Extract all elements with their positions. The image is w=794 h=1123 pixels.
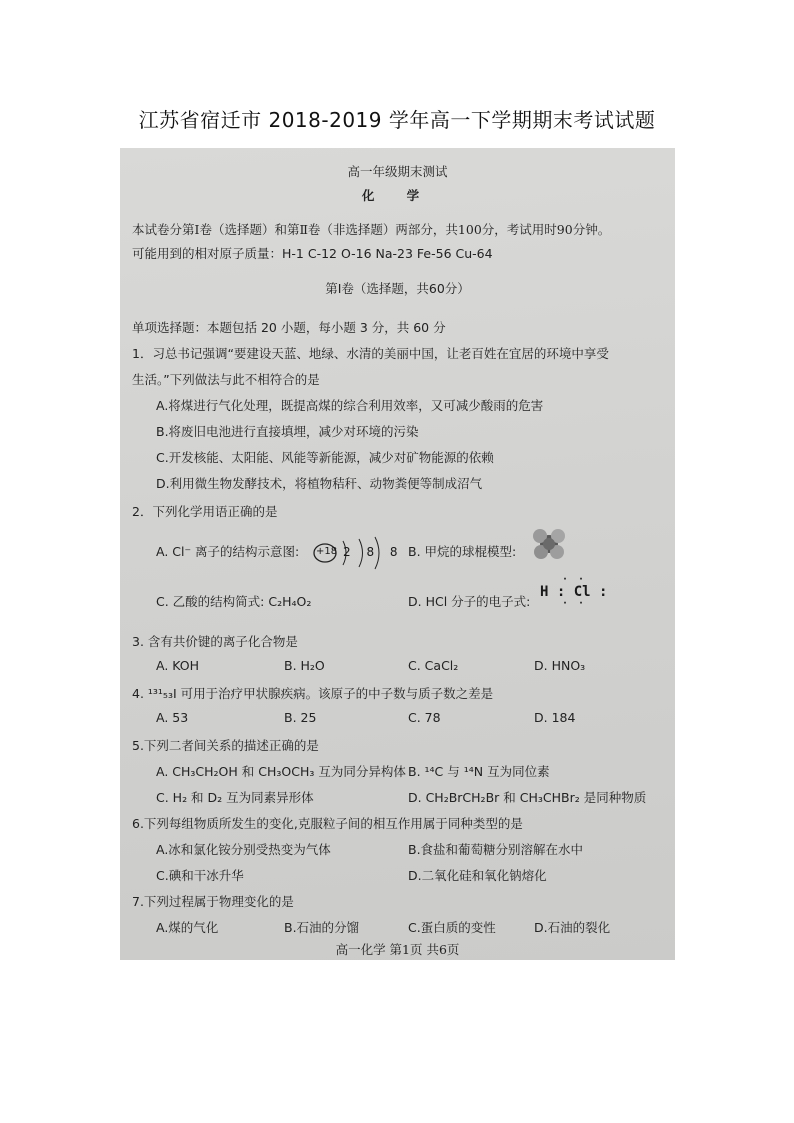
q2-option-b: B. 甲烷的球棍模型: <box>408 544 517 559</box>
chloride-ion-structure-diagram <box>313 536 404 574</box>
q7-stem: 7.下列过程属于物理变化的是 <box>132 894 294 909</box>
q6-stem: 6.下列每组物质所发生的变化,克服粒子间的相互作用属于同种类型的是 <box>132 816 523 831</box>
atomic-masses: 可能用到的相对原子质量：H-1 C-12 O-16 Na-23 Fe-56 Cu-64 <box>132 246 493 261</box>
q5-option-a: A. CH₃CH₂OH 和 CH₃OCH₃ 互为同分异构体 <box>156 764 406 779</box>
hcl-electron-formula: · · H : Cl : · · <box>540 574 608 609</box>
exam-paper-photo <box>120 148 675 960</box>
q5-option-b: B. ¹⁴C 与 ¹⁴N 互为同位素 <box>408 764 550 779</box>
methane-ball-stick-model-icon <box>531 526 567 566</box>
q1-option-d: D.利用微生物发酵技术，将植物秸秆、动物粪便等制成沼气 <box>156 476 483 491</box>
q1-option-a: A.将煤进行气化处理，既提高煤的综合利用效率，又可减少酸雨的危害 <box>156 398 544 413</box>
q4-option-c: C. 78 <box>408 710 441 725</box>
q7-option-d: D.石油的裂化 <box>534 920 611 935</box>
q6-option-b: B.食盐和葡萄糖分别溶解在水中 <box>408 842 584 857</box>
document-title: 江苏省宿迁市 2018-2019 学年高一下学期期末考试试题 <box>138 108 656 132</box>
q1-option-c: C.开发核能、太阳能、风能等新能源，减少对矿物能源的依赖 <box>156 450 494 465</box>
paper-info: 本试卷分第Ⅰ卷（选择题）和第Ⅱ卷（非选择题）两部分，共100分，考试用时90分钟。 <box>132 222 611 237</box>
q7-option-b: B.石油的分馏 <box>284 920 360 935</box>
atom-shells-label: 2 8 8 <box>343 545 404 559</box>
instructions: 单项选择题：本题包括 20 小题，每小题 3 分，共 60 分 <box>132 320 446 335</box>
q4-option-d: D. 184 <box>534 710 576 725</box>
q1-stem-line2: 生活。”下列做法与此不相符合的是 <box>132 372 320 387</box>
q6-option-a: A.冰和氯化铵分别受热变为气体 <box>156 842 331 857</box>
hcl-lewis-text: H : Cl : <box>540 584 608 600</box>
q4-stem: 4. ¹³¹₅₃I 可用于治疗甲状腺疾病。该原子的中子数与质子数之差是 <box>132 686 494 701</box>
q3-option-c: C. CaCl₂ <box>408 658 459 673</box>
q6-option-d: D.二氧化硅和氧化钠熔化 <box>408 868 547 883</box>
atom-nucleus-label: +18 <box>316 546 338 557</box>
page-footer: 高一化学 第1页 共6页 <box>335 942 460 957</box>
q2-option-a: A. Cl⁻ 离子的结构示意图: <box>156 544 300 559</box>
q2-option-c: C. 乙酸的结构简式: C₂H₄O₂ <box>156 594 312 609</box>
q7-option-a: A.煤的气化 <box>156 920 219 935</box>
q2-stem: 2．下列化学用语正确的是 <box>132 504 278 519</box>
q1-option-b: B.将废旧电池进行直接填埋，减少对环境的污染 <box>156 424 419 439</box>
q5-option-d: D. CH₂BrCH₂Br 和 CH₃CHBr₂ 是同种物质 <box>408 790 647 805</box>
q3-option-a: A. KOH <box>156 658 200 673</box>
q5-option-c: C. H₂ 和 D₂ 互为同素异形体 <box>156 790 314 805</box>
q2-option-d: D. HCl 分子的电子式: <box>408 594 531 609</box>
q4-option-b: B. 25 <box>284 710 317 725</box>
paper-subject: 化 学 <box>361 188 434 203</box>
q3-option-b: B. H₂O <box>284 658 325 673</box>
section-heading: 第Ⅰ卷（选择题，共60分） <box>325 281 470 296</box>
q7-option-c: C.蛋白质的变性 <box>408 920 496 935</box>
q1-stem-line1: 1．习总书记强调“要建设天蓝、地绿、水清的美丽中国，让老百姓在宜居的环境中享受 <box>132 346 609 361</box>
q3-stem: 3. 含有共价键的离子化合物是 <box>132 634 298 649</box>
q4-option-a: A. 53 <box>156 710 189 725</box>
paper-title: 高一年级期末测试 <box>347 164 448 179</box>
q6-option-c: C.碘和干冰升华 <box>156 868 244 883</box>
q3-option-d: D. HNO₃ <box>534 658 586 673</box>
q5-stem: 5.下列二者间关系的描述正确的是 <box>132 738 319 753</box>
